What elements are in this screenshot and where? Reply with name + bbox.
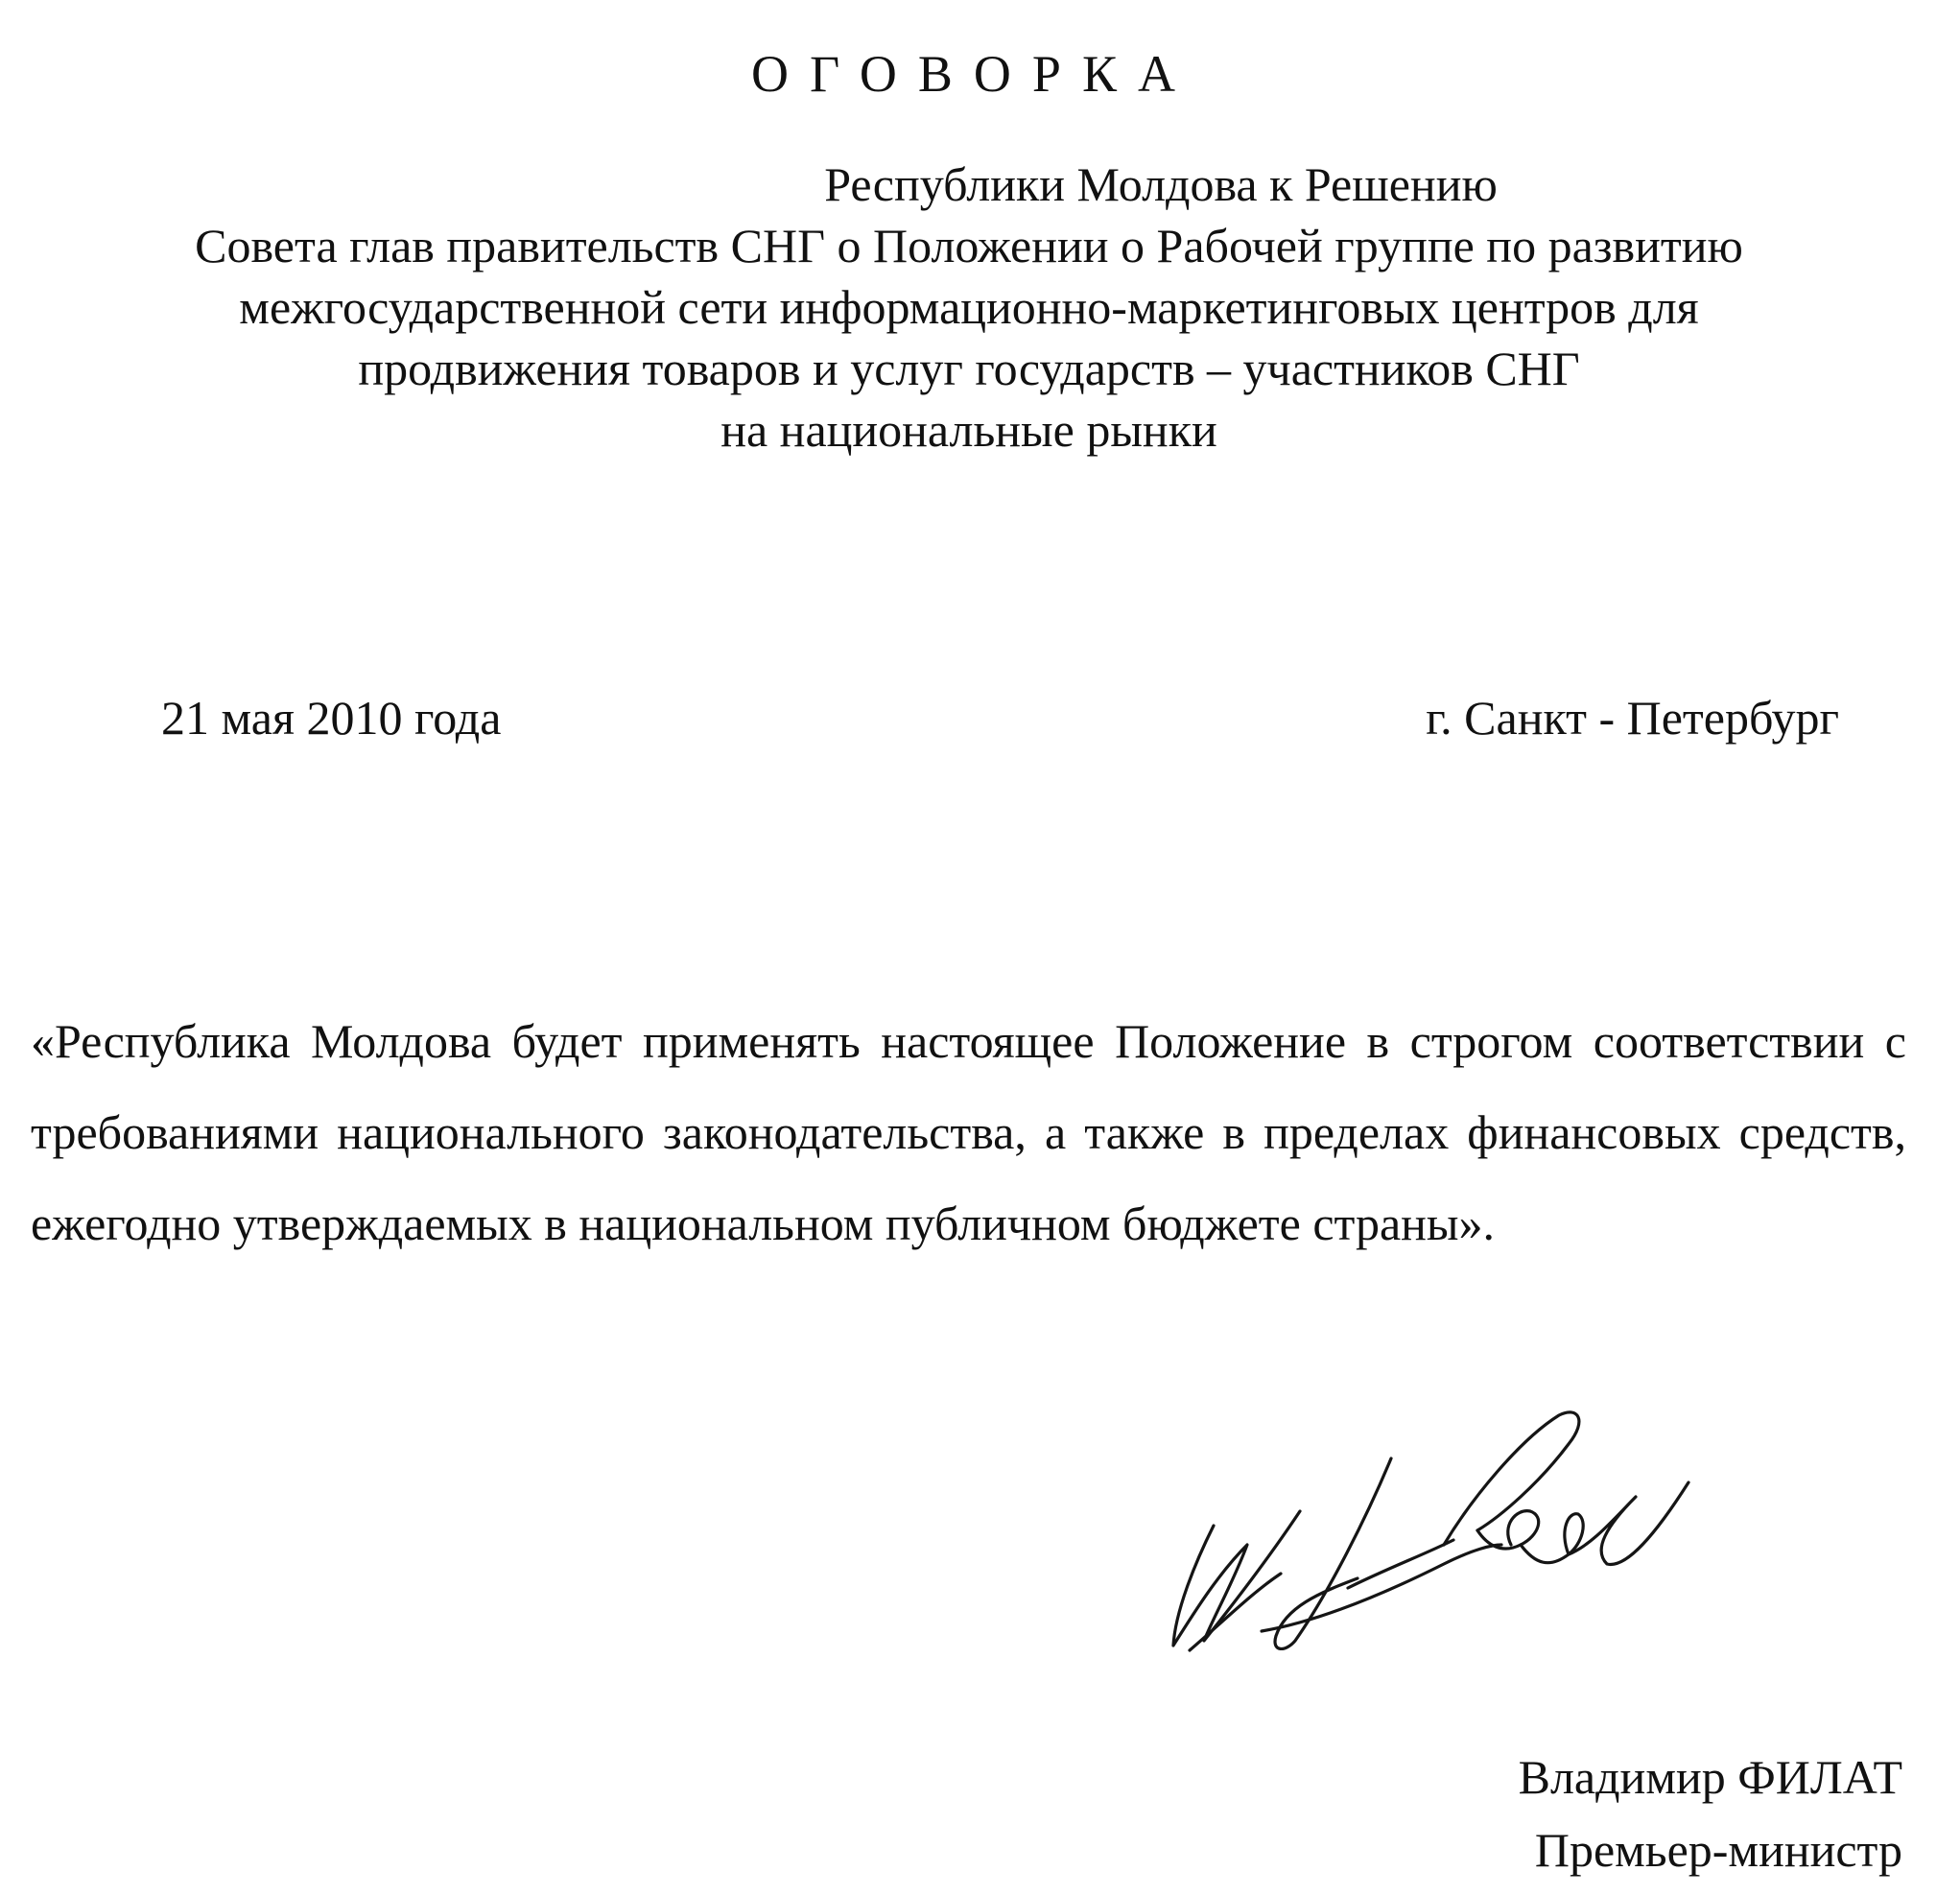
document-city: г. Санкт - Петербург xyxy=(1426,691,1839,745)
document-heading xyxy=(58,154,1880,461)
heading-line: на национальные рынки xyxy=(720,403,1217,457)
heading-line: межгосударственной сети информационно-маркетинговых центров для xyxy=(239,280,1699,334)
document-date: 21 мая 2010 года xyxy=(161,691,502,745)
heading-line: продвижения товаров и услуг государств – участников СНГ xyxy=(358,342,1580,395)
handwritten-signature xyxy=(1156,1401,1732,1670)
reservation-text: «Республика Молдова будет применять настоящее Положение в строгом соответствии с требованиями национального законодательства, а также в пределах финансовых средств, ежегодно утверждаемых в национальном публичном бюджете страны». xyxy=(31,1014,1906,1250)
signer-title: Премьер-министр xyxy=(1534,1823,1902,1877)
heading-line: Республики Молдова к Решению xyxy=(824,157,1498,211)
document-title: ОГОВОРКА xyxy=(751,45,1196,103)
heading-line: Совета глав правительств СНГ о Положении о Рабочей группе по развитию xyxy=(195,219,1743,272)
signer-name: Владимир ФИЛАТ xyxy=(1518,1750,1902,1804)
